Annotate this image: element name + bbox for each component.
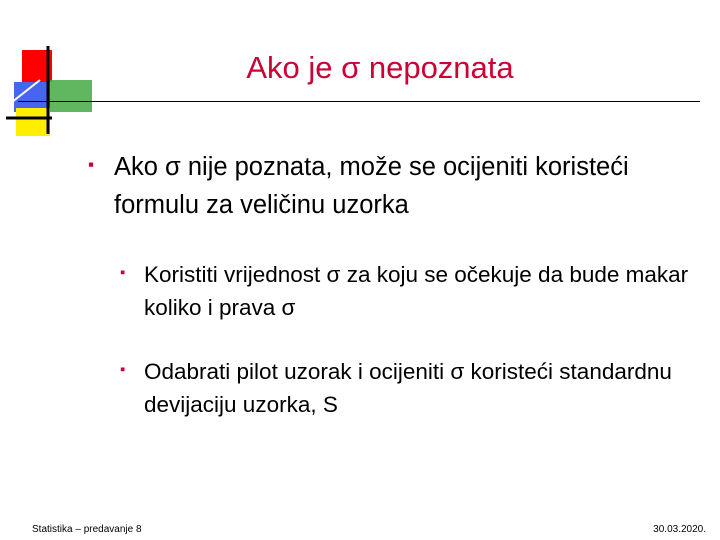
bullet-text: Koristiti vrijednost σ za koju se očekuje da bude makar koliko i prava σ [144, 262, 689, 320]
bullet-level2 [120, 258, 690, 324]
bullet-text: Odabrati pilot uzorak i ocijeniti σ koristeći standardnu devijaciju uzorka, S [144, 359, 672, 417]
green-square [50, 80, 92, 112]
footer-date: 30.03.2020. [653, 524, 706, 535]
decorative-logo-graphic [0, 0, 100, 140]
bullet-icon: ▪ [120, 264, 126, 281]
bullet-text: Ako σ nije poznata, može se ocijeniti koristeći formulu za veličinu uzorka [114, 153, 629, 219]
yellow-square [16, 108, 50, 136]
title-divider [18, 101, 700, 102]
bullet-level1 [88, 148, 668, 224]
bullet-icon: ▪ [88, 155, 95, 174]
bullet-level2 [120, 355, 690, 421]
bullet-icon: ▪ [120, 361, 126, 378]
footer-course-label: Statistika – predavanje 8 [32, 524, 142, 535]
slide-title: Ako je σ nepoznata [246, 50, 514, 85]
